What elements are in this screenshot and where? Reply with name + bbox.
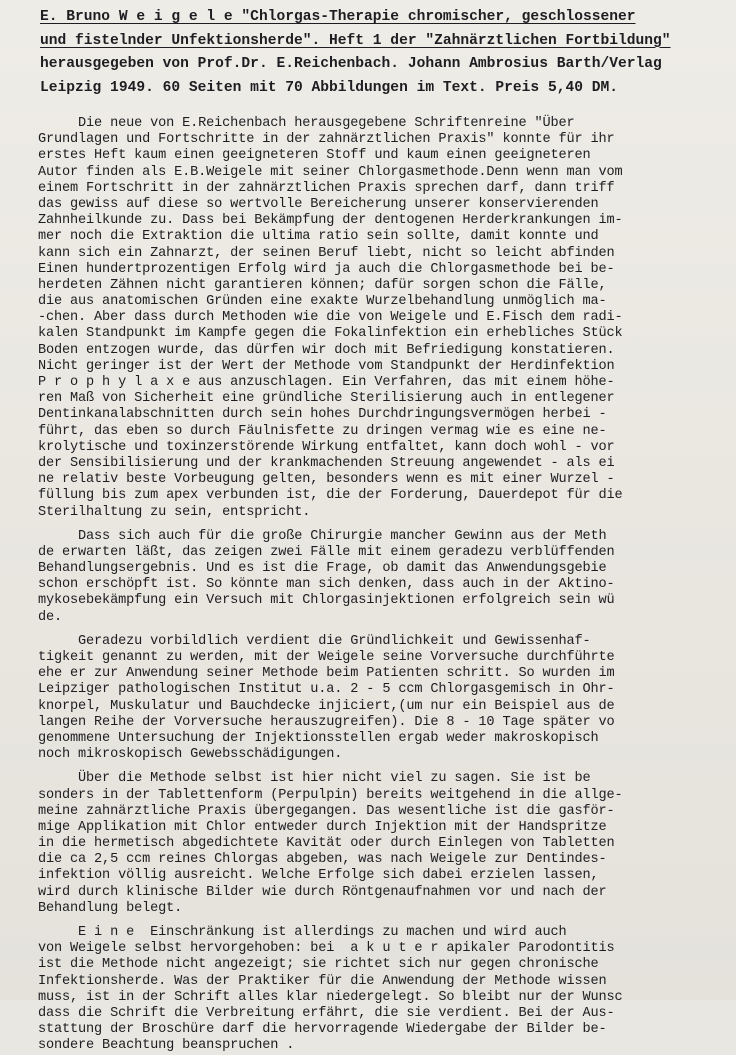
body-line: ren Maß von Sicherheit eine gründliche Sterilisierung auch in entlegener [38,391,615,407]
body-line: ist die Methode nicht angezeigt; sie richtet sich nur gegen chronische [38,957,599,973]
body-line: knorpel, Muskulatur und Bauchdecke injiciert,(um nur ein Beispiel aus de [38,698,615,714]
paragraph-gap [38,917,736,925]
body-line: genommene Untersuchung der Injektionsstellen ergab weder makroskopisch [38,730,599,746]
body-line: Boden entzogen wurde, das dürfen wir doch mit Befriedigung konstatieren. [38,342,615,358]
body-line: E i n e Einschränkung ist allerdings zu machen und wird auch [38,925,567,940]
body-line: ne relativ beste Vorbeugung gelten, besonders wenn es mit einer Wurzel - [38,472,615,488]
body-line: de erwarten läßt, das zeigen zwei Fälle mit einem geradezu verblüffenden [38,544,615,560]
body-line: dass die Schrift die Verbreitung erfährt, die sie verdient. Bei der Aus- [38,1005,615,1021]
paragraph-gap [38,521,736,529]
body-line: Die neue von E.Reichenbach herausgegebene Schriftenreine "Über [38,116,575,131]
body-line: P r o p h y l a x e aus anzuschlagen. Ein Verfahren, das mit einem höhe- [38,375,615,390]
body-line: Nicht geringer ist der Wert der Methode vom Standpunkt der Herdinfektion [38,358,615,374]
book-citation-header [40,6,730,100]
body-line: Zahnheilkunde zu. Dass bei Bekämpfung der dentogenen Herderkrankungen im- [38,213,623,229]
body-line: sonders in der Tablettenform (Perpulpin) bereits weitgehend in die allge- [38,787,623,803]
body-line: langen Reihe der Vorversuche herauszugreifen). Die 8 - 10 Tage später vo [38,714,615,730]
body-line: führt, das eben so durch Fäulnisfette zu dringen vermag wie es eine ne- [38,423,607,439]
body-line: mer noch die Extraktion die ultima ratio sein sollte, damit konnte und [38,229,599,245]
body-line: der Sensibilisierung und der krankmachenden Streuung angewendet - als ei [38,455,615,471]
body-line: schon erschöpft ist. So könnte man sich denken, dass auch in der Aktino- [38,577,615,593]
body-line: Leipziger pathologischen Institut u.a. 2 - 5 ccm Chlorgasgemisch in Ohr- [38,682,615,698]
body-line: mige Applikation mit Chlor entweder durch Injektion mit der Handspritze [38,819,607,835]
body-line: infektion völlig ausreicht. Welche Erfolge sich dabei erzielen lassen, [38,868,599,884]
body-line: Einen hundertprozentigen Erfolg wird ja auch die Chlorgasmethode bei be- [38,261,615,277]
body-line: muss, ist in der Schrift alles klar niedergelegt. So bleibt nur der Wunsc [38,989,623,1005]
body-line: Dass sich auch für die große Chirurgie mancher Gewinn aus der Meth [38,528,607,544]
body-line: wird durch klinische Bilder wie durch Röntgenaufnahmen vor und nach der [38,884,607,900]
citation-line-1: E. Bruno W e i g e l e "Chlorgas-Therapie chromischer, geschlossener [40,9,636,25]
body-line: Autor finden als E.B.Weigele mit seiner Chlorgasmethode.Denn wenn man vom [38,164,623,180]
body-line: Sterilhaltung zu sein, entspricht. [38,504,311,520]
body-line: noch mikroskopisch Gewebsschädigungen. [38,747,343,763]
body-line: das gewiss auf diese so wertvolle Bereicherung unserer konservierenden [38,196,599,212]
body-line: Behandlung belegt. [38,900,183,916]
body-line: Behandlungsergebnis. Und es ist die Frage, ob damit das Anwendungsgebie [38,561,607,577]
body-line: von Weigele selbst hervorgehoben: bei a k u t e r apikaler Parodontitis [38,941,615,957]
body-line: Grundlagen und Fortschritte in der zahnärztlichen Praxis" konnte für ihr [38,132,615,148]
body-line: krolytische und toxinzerstörende Wirkung entfaltet, kann doch wohl - vor [38,439,615,455]
body-line: de. [38,609,63,625]
citation-line-4: Leipzig 1949. 60 Seiten mit 70 Abbildungen im Text. Preis 5,40 DM. [40,79,619,96]
body-line: die ca 2,5 ccm reines Chlorgas abgeben, was nach Weigele zur Dentindes- [38,852,607,868]
body-line: sondere Beachtung beanspruchen . [38,1038,295,1054]
citation-line-3: herausgegeben von Prof.Dr. E.Reichenbach. Johann Ambrosius Barth/Verlag [40,56,662,72]
body-line: die aus anatomischen Gründen eine exakte Wurzelbehandlung unmöglich ma- [38,294,607,310]
body-line: Über die Methode selbst ist hier nicht viel zu sagen. Sie ist be [38,771,591,787]
body-line: herdeten Zähnen nicht garantieren können; dafür sorgen schon die Fälle, [38,277,607,293]
body-line: -chen. Aber dass durch Methoden wie die von Weigele und E.Fisch dem radi- [38,310,623,326]
paragraph-gap [38,626,736,634]
body-line: meine zahnärztliche Praxis übergegangen. Das wesentliche ist die gasför- [38,803,615,819]
body-line: stattung der Broschüre darf die hervorragende Wiedergabe der Bilder be- [38,1022,607,1038]
body-line: mykosebekämpfung ein Versuch mit Chlorgasinjektionen erfolgreich sein wü [38,593,615,609]
body-line: in die hermetisch abgedichtete Kavität oder durch Einlegen von Tabletten [38,836,615,852]
body-line: tigkeit genannt zu werden, mit der Weigele seine Vorversuche durchführte [38,650,615,665]
paragraph-gap [38,763,736,771]
body-line: füllung bis zum apex verbunden ist, die der Forderung, Dauerdepot für die [38,488,623,504]
body-line: erstes Heft kaum einen geeigneteren Stoff und kaum einen geeigneteren [38,148,591,164]
review-body-text [38,116,736,1055]
citation-line-2: und fistelnder Unfektionsherde". Heft 1 der "Zahnärztlichen Fortbildung" [40,32,671,49]
body-line: kann sich ein Zahnarzt, der seinen Beruf liebt, nicht so leicht abfinden [38,245,615,261]
body-line: kalen Standpunkt im Kampfe gegen die Fokalinfektion ein erhebliches Stück [38,326,623,342]
body-line: ehe er zur Anwendung seiner Methode beim Patienten schritt. So wurden im [38,666,615,682]
body-line: einem Fortschritt in der zahnärztlichen Praxis sprechen darf, dann triff [38,180,615,196]
body-line: Infektionsherde. Was der Praktiker für die Anwendung der Methode wissen [38,973,607,989]
body-line: Geradezu vorbildlich verdient die Gründlichkeit und Gewissenhaf- [38,633,591,649]
body-line: Dentinkanalabschnitten durch sein hohes Durchdringungsvermögen herbei - [38,407,607,423]
